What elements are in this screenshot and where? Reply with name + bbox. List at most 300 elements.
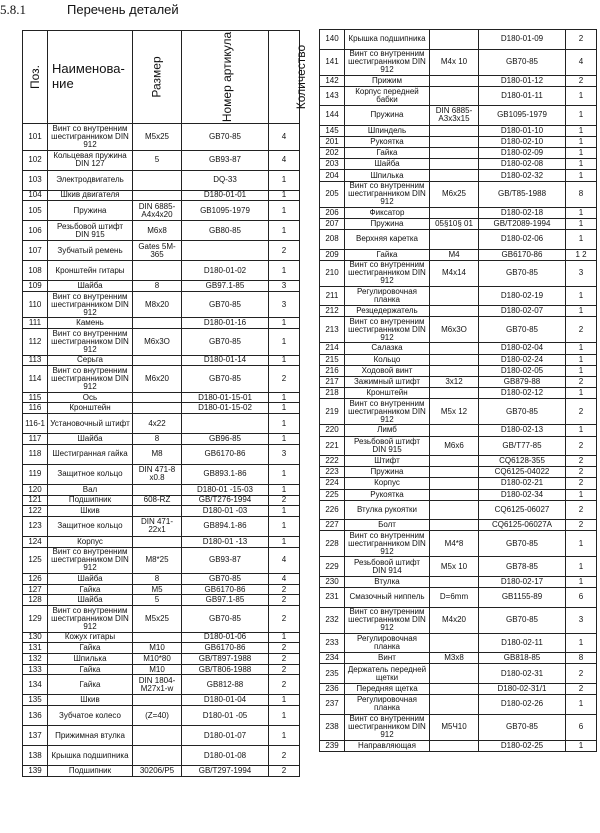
table-row: [320, 148, 597, 159]
name-cell: Гайка: [48, 584, 133, 595]
size-cell: [430, 30, 479, 50]
qty-cell: 1: [566, 557, 597, 577]
article-cell: GB80-85: [182, 221, 269, 241]
article-cell: GB6170-86: [479, 249, 566, 260]
article-cell: D180-01-01: [182, 190, 269, 201]
table-row: [23, 726, 300, 746]
name-cell: Прижимная втулка: [48, 726, 133, 746]
table-row: [23, 664, 300, 675]
name-cell: Шкив двигателя: [48, 190, 133, 201]
name-cell: Зубчатое колесо: [48, 706, 133, 726]
name-cell: Верхняя каретка: [345, 230, 430, 250]
pos-cell: 136: [23, 706, 48, 726]
pos-cell: 113: [23, 355, 48, 366]
table-row: [23, 392, 300, 403]
article-cell: GB93-87: [182, 547, 269, 574]
size-cell: [430, 576, 479, 587]
size-cell: [430, 286, 479, 306]
article-cell: D180-02-26: [479, 695, 566, 715]
qty-cell: 2: [566, 664, 597, 684]
article-cell: GB70-85: [479, 317, 566, 343]
article-cell: D180-01-06: [182, 632, 269, 643]
size-cell: [430, 478, 479, 489]
col-size-header: Размер: [133, 31, 182, 124]
article-cell: D180-01 -05: [182, 706, 269, 726]
qty-cell: 4: [269, 547, 300, 574]
article-cell: D180-02-17: [479, 576, 566, 587]
table-row: [320, 478, 597, 489]
qty-cell: 4: [269, 150, 300, 170]
size-cell: [430, 365, 479, 376]
pos-cell: 144: [320, 106, 345, 126]
article-cell: D180-01 -03: [182, 506, 269, 517]
article-cell: GB/T77-85: [479, 436, 566, 456]
pos-cell: 135: [23, 695, 48, 706]
table-row: [320, 425, 597, 436]
table-row: [320, 106, 597, 126]
size-cell: DIN 6885-A3x3x15: [430, 106, 479, 126]
size-cell: [430, 230, 479, 250]
article-cell: GB/T806-1988: [182, 664, 269, 675]
size-cell: [133, 403, 182, 414]
qty-cell: 1: [566, 354, 597, 365]
size-cell: [133, 392, 182, 403]
table-row: [23, 766, 300, 777]
size-cell: M5: [133, 584, 182, 595]
section-header: [0, 2, 600, 22]
col-pos-header: Поз.: [23, 31, 48, 124]
pos-cell: 123: [23, 516, 48, 536]
pos-cell: 126: [23, 574, 48, 585]
qty-cell: 1: [566, 125, 597, 136]
table-row: [320, 714, 597, 740]
size-cell: M6x3O: [133, 329, 182, 356]
table-row: [320, 376, 597, 387]
article-cell: D180-02-24: [479, 354, 566, 365]
pos-cell: 229: [320, 557, 345, 577]
section-number: 5.8.1: [0, 2, 26, 17]
pos-cell: 121: [23, 495, 48, 506]
name-cell: Серьга: [48, 355, 133, 366]
pos-cell: 114: [23, 366, 48, 393]
table-row: [320, 633, 597, 653]
qty-cell: 1: [269, 403, 300, 414]
size-cell: [430, 695, 479, 715]
qty-cell: 1: [269, 190, 300, 201]
pos-cell: 230: [320, 576, 345, 587]
name-cell: Винт со внутренним шестигранником DIN 912: [345, 317, 430, 343]
pos-cell: 134: [23, 675, 48, 695]
pos-cell: 223: [320, 467, 345, 478]
qty-cell: 3: [566, 260, 597, 286]
table-row: [23, 444, 300, 464]
qty-cell: 2: [269, 495, 300, 506]
size-cell: [133, 506, 182, 517]
pos-cell: 125: [23, 547, 48, 574]
table-row: [320, 343, 597, 354]
qty-cell: 2: [269, 366, 300, 393]
pos-cell: 141: [320, 49, 345, 75]
name-cell: Винт со внутренним шестигранником DIN 912: [48, 329, 133, 356]
article-cell: GB93-87: [182, 150, 269, 170]
pos-cell: 209: [320, 249, 345, 260]
name-cell: Втулка рукоятки: [345, 500, 430, 520]
name-cell: Зажимный штифт: [345, 376, 430, 387]
name-cell: Фиксатор: [345, 207, 430, 218]
qty-cell: 1: [566, 576, 597, 587]
qty-cell: 2: [566, 30, 597, 50]
name-cell: Установочный штифт: [48, 414, 133, 434]
qty-cell: 2: [566, 376, 597, 387]
size-cell: [430, 170, 479, 181]
pos-cell: 103: [23, 170, 48, 190]
table-row: [23, 201, 300, 221]
table-row: [23, 495, 300, 506]
article-cell: D180-01 -15-03: [182, 484, 269, 495]
qty-cell: 4: [269, 574, 300, 585]
article-cell: D180-01-04: [182, 695, 269, 706]
pos-cell: 234: [320, 653, 345, 664]
size-cell: [430, 159, 479, 170]
pos-cell: 225: [320, 489, 345, 500]
size-cell: M10: [133, 664, 182, 675]
pos-cell: 127: [23, 584, 48, 595]
table-row: [320, 576, 597, 587]
table-row: [320, 695, 597, 715]
pos-cell: 120: [23, 484, 48, 495]
size-cell: M3x8: [430, 653, 479, 664]
name-cell: Электродвигатель: [48, 170, 133, 190]
name-cell: Винт со внутренним шестигранником DIN 912: [345, 607, 430, 633]
size-cell: 8: [133, 434, 182, 445]
qty-cell: 1: [269, 434, 300, 445]
name-cell: Шпилька: [48, 654, 133, 665]
pos-cell: 143: [320, 86, 345, 106]
pos-cell: 208: [320, 230, 345, 250]
table-row: [23, 595, 300, 606]
name-cell: Корпус: [48, 536, 133, 547]
size-cell: [430, 86, 479, 106]
pos-cell: 218: [320, 388, 345, 399]
qty-cell: 2: [566, 478, 597, 489]
pos-cell: 221: [320, 436, 345, 456]
name-cell: Шпилька: [345, 170, 430, 181]
name-cell: Кронштейн гитары: [48, 261, 133, 281]
article-cell: D180-02-06: [479, 230, 566, 250]
pos-cell: 224: [320, 478, 345, 489]
pos-cell: 238: [320, 714, 345, 740]
qty-cell: 2: [566, 436, 597, 456]
pos-cell: 106: [23, 221, 48, 241]
qty-cell: 1: [269, 536, 300, 547]
qty-cell: 1 2: [566, 249, 597, 260]
qty-cell: 1: [566, 136, 597, 147]
size-cell: 3x12: [430, 376, 479, 387]
pos-cell: 228: [320, 531, 345, 557]
qty-cell: 4: [566, 49, 597, 75]
qty-cell: 2: [566, 500, 597, 520]
name-cell: Передняя щетка: [345, 683, 430, 694]
parts-left-body: [23, 124, 300, 777]
table-row: [23, 150, 300, 170]
qty-cell: 2: [269, 241, 300, 261]
article-cell: [182, 241, 269, 261]
size-cell: [430, 500, 479, 520]
pos-cell: 202: [320, 148, 345, 159]
name-cell: Резьбовой штифт DIN 914: [345, 557, 430, 577]
size-cell: M5x25: [133, 124, 182, 151]
article-cell: CQ6125-06027A: [479, 520, 566, 531]
table-row: [320, 740, 597, 751]
size-cell: 05§10§ 01: [430, 218, 479, 229]
name-cell: Гайка: [345, 249, 430, 260]
qty-cell: 1: [269, 516, 300, 536]
pos-cell: 145: [320, 125, 345, 136]
pos-cell: 235: [320, 664, 345, 684]
table-row: [320, 664, 597, 684]
name-cell: Кронштейн: [345, 388, 430, 399]
size-cell: M6x6: [430, 436, 479, 456]
article-cell: D180-02-32: [479, 170, 566, 181]
qty-cell: 1: [269, 318, 300, 329]
size-cell: [430, 425, 479, 436]
pos-cell: 219: [320, 399, 345, 425]
size-cell: M4x 10: [430, 49, 479, 75]
size-cell: M8*25: [133, 547, 182, 574]
table-row: [320, 170, 597, 181]
name-cell: Вал: [48, 484, 133, 495]
article-cell: D180-01-15-01: [182, 392, 269, 403]
size-cell: M5x25: [133, 606, 182, 633]
article-cell: GB97.1-85: [182, 281, 269, 292]
article-cell: D180-02-11: [479, 633, 566, 653]
name-cell: Шайба: [48, 434, 133, 445]
name-cell: Кольцевая пружина DIN 127: [48, 150, 133, 170]
qty-cell: 8: [566, 653, 597, 664]
qty-cell: 2: [566, 456, 597, 467]
article-cell: D180-02-19: [479, 286, 566, 306]
size-cell: [133, 261, 182, 281]
table-row: [23, 221, 300, 241]
table-row: [320, 249, 597, 260]
pos-cell: 116-1: [23, 414, 48, 434]
name-cell: Винт со внутренним шестигранником DIN 912: [345, 714, 430, 740]
name-cell: Рукоятка: [345, 489, 430, 500]
qty-cell: 8: [566, 181, 597, 207]
table-row: [23, 190, 300, 201]
article-cell: GB70-85: [479, 531, 566, 557]
table-row: [320, 136, 597, 147]
article-cell: D180-01-14: [182, 355, 269, 366]
article-cell: CQ6125-04022: [479, 467, 566, 478]
pos-cell: 232: [320, 607, 345, 633]
article-cell: D180-02-18: [479, 207, 566, 218]
article-cell: GB1155-89: [479, 588, 566, 608]
qty-cell: 1: [269, 201, 300, 221]
qty-cell: 1: [269, 414, 300, 434]
qty-cell: 2: [566, 683, 597, 694]
name-cell: Пружина: [345, 467, 430, 478]
qty-cell: 1: [566, 86, 597, 106]
size-cell: [133, 355, 182, 366]
name-cell: Винт со внутренним шестигранником DIN 912: [345, 399, 430, 425]
pos-cell: 227: [320, 520, 345, 531]
name-cell: Камень: [48, 318, 133, 329]
name-cell: Винт со внутренним шестигранником DIN 912: [48, 547, 133, 574]
article-cell: GB70-85: [479, 607, 566, 633]
qty-cell: 1: [566, 425, 597, 436]
pos-cell: 239: [320, 740, 345, 751]
size-cell: [133, 632, 182, 643]
size-cell: D=6mm: [430, 588, 479, 608]
name-cell: Корпус передней бабки: [345, 86, 430, 106]
qty-cell: 4: [269, 124, 300, 151]
size-cell: [133, 536, 182, 547]
qty-cell: 3: [566, 607, 597, 633]
table-row: [320, 436, 597, 456]
size-cell: [430, 343, 479, 354]
parts-table-left: [22, 30, 309, 777]
size-cell: M4: [430, 249, 479, 260]
table-row: [23, 291, 300, 318]
table-row: [23, 329, 300, 356]
name-cell: Смазочный ниппель: [345, 588, 430, 608]
qty-cell: 6: [566, 714, 597, 740]
pos-cell: 139: [23, 766, 48, 777]
article-cell: GB818-85: [479, 653, 566, 664]
article-cell: D180-01-10: [479, 125, 566, 136]
qty-cell: 2: [269, 675, 300, 695]
table-row: [23, 606, 300, 633]
pos-cell: 137: [23, 726, 48, 746]
name-cell: Гайка: [48, 643, 133, 654]
qty-cell: 3: [269, 444, 300, 464]
size-cell: [133, 695, 182, 706]
size-cell: [430, 489, 479, 500]
size-cell: [133, 726, 182, 746]
name-cell: Резцедержатель: [345, 306, 430, 317]
table-row: [23, 241, 300, 261]
name-cell: Винт со внутренним шестигранником DIN 912: [48, 124, 133, 151]
size-cell: M6x3O: [430, 317, 479, 343]
size-cell: [430, 456, 479, 467]
pos-cell: 108: [23, 261, 48, 281]
table-row: [320, 588, 597, 608]
table-row: [23, 261, 300, 281]
article-cell: CQ6128-355: [479, 456, 566, 467]
qty-cell: 1: [269, 392, 300, 403]
table-row: [23, 281, 300, 292]
qty-cell: 2: [269, 746, 300, 766]
table-row: [320, 207, 597, 218]
table-row: [23, 484, 300, 495]
qty-cell: 1: [269, 464, 300, 484]
article-cell: GB6170-86: [182, 643, 269, 654]
size-cell: M5x 10: [430, 557, 479, 577]
size-cell: M8: [133, 444, 182, 464]
article-cell: D180-02-09: [479, 148, 566, 159]
name-cell: Крышка подшипника: [48, 746, 133, 766]
name-cell: Шестигранная гайка: [48, 444, 133, 464]
table-row: [320, 286, 597, 306]
size-cell: M10: [133, 643, 182, 654]
size-cell: [430, 683, 479, 694]
size-cell: M6x8: [133, 221, 182, 241]
pos-cell: 233: [320, 633, 345, 653]
table-row: [320, 388, 597, 399]
pos-cell: 220: [320, 425, 345, 436]
table-row: [23, 643, 300, 654]
name-cell: Резьбовой штифт DIN 915: [48, 221, 133, 241]
article-cell: D180-01-15-02: [182, 403, 269, 414]
name-cell: Регулировочная планка: [345, 633, 430, 653]
table-row: [320, 607, 597, 633]
pos-cell: 214: [320, 343, 345, 354]
table-row: [23, 574, 300, 585]
article-cell: GB/T297-1994: [182, 766, 269, 777]
size-cell: M4x14: [430, 260, 479, 286]
pos-cell: 205: [320, 181, 345, 207]
qty-cell: 1: [566, 218, 597, 229]
col-article-header: Номер артикула: [182, 31, 269, 124]
pos-cell: 211: [320, 286, 345, 306]
article-cell: GB78-85: [479, 557, 566, 577]
pos-cell: 122: [23, 506, 48, 517]
section-title: Перечень деталей: [67, 2, 179, 17]
name-cell: Рукоятка: [345, 136, 430, 147]
pos-cell: 117: [23, 434, 48, 445]
article-cell: GB70-85: [182, 606, 269, 633]
table-row: [320, 520, 597, 531]
article-cell: D180-02-12: [479, 388, 566, 399]
article-cell: GB70-85: [182, 574, 269, 585]
size-cell: DIN 1804-M27x1-w: [133, 675, 182, 695]
pos-cell: 226: [320, 500, 345, 520]
size-cell: [430, 75, 479, 86]
size-cell: 8: [133, 281, 182, 292]
name-cell: Подшипник: [48, 495, 133, 506]
article-cell: GB70-85: [479, 49, 566, 75]
qty-cell: 1: [566, 148, 597, 159]
article-cell: D180-01-12: [479, 75, 566, 86]
qty-cell: 2: [269, 584, 300, 595]
size-cell: DIN 6885-A4x4x20: [133, 201, 182, 221]
table-row: [23, 366, 300, 393]
pos-cell: 119: [23, 464, 48, 484]
table-row: [320, 365, 597, 376]
pos-cell: 215: [320, 354, 345, 365]
size-cell: [430, 520, 479, 531]
qty-cell: 1: [269, 355, 300, 366]
pos-cell: 131: [23, 643, 48, 654]
table-row: [23, 464, 300, 484]
article-cell: D180-01-11: [479, 86, 566, 106]
qty-cell: 1: [269, 506, 300, 517]
article-cell: GB893.1-86: [182, 464, 269, 484]
table-row: [23, 434, 300, 445]
article-cell: GB879-88: [479, 376, 566, 387]
article-cell: GB70-85: [479, 714, 566, 740]
pos-cell: 206: [320, 207, 345, 218]
name-cell: Регулировочная планка: [345, 695, 430, 715]
article-cell: D180-01 -13: [182, 536, 269, 547]
name-cell: Салазка: [345, 343, 430, 354]
pos-cell: 128: [23, 595, 48, 606]
name-cell: Винт со внутренним шестигранником DIN 912: [48, 291, 133, 318]
pos-cell: 107: [23, 241, 48, 261]
size-cell: 30206/P5: [133, 766, 182, 777]
col-qty-header: Количество: [269, 31, 300, 124]
